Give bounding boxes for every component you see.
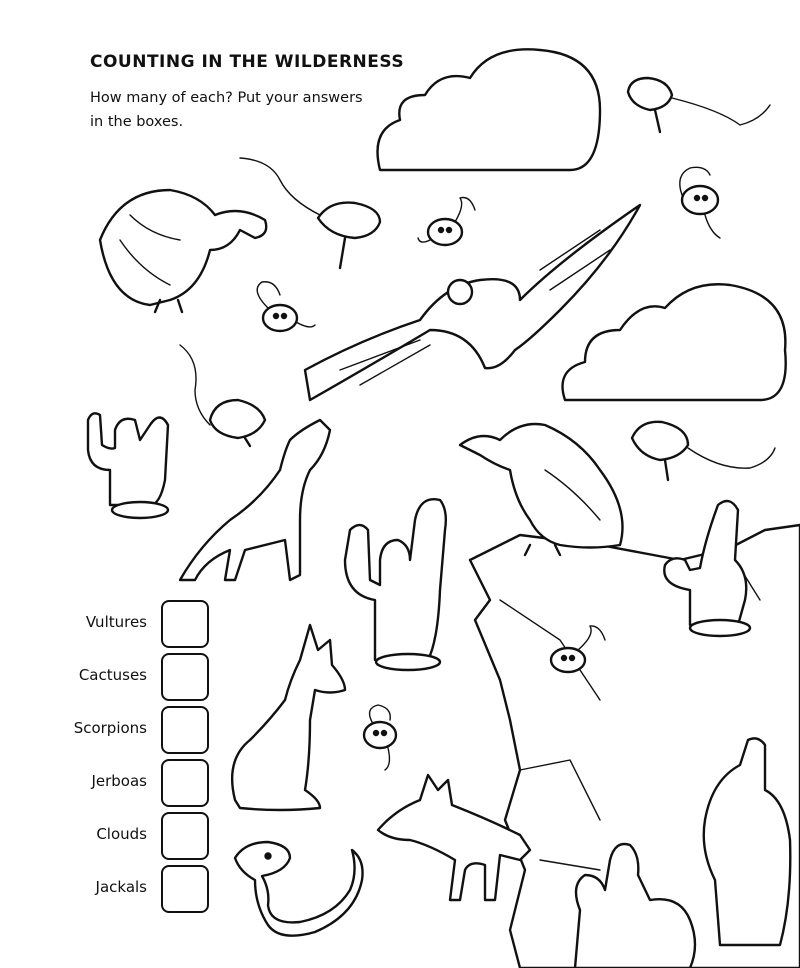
answer-label: Clouds (96, 825, 147, 843)
answer-box-jackals[interactable] (161, 865, 209, 913)
answer-label: Cactuses (78, 666, 147, 684)
cloud-icon (378, 49, 601, 170)
answer-row-scorpions (40, 706, 215, 754)
jerboa-icon (240, 158, 380, 268)
answer-label: Jerboas (91, 772, 147, 790)
answer-row-cactuses (40, 653, 215, 701)
jackal-icon (180, 420, 330, 580)
snake-icon (235, 842, 363, 936)
page-title: COUNTING IN THE WILDERNESS (90, 52, 405, 72)
vulture-icon (100, 190, 266, 312)
answer-row-jerboas (40, 759, 215, 807)
instructions-line-1: How many of each? Put your answers (90, 90, 363, 106)
answer-row-jackals (40, 865, 215, 913)
instructions-line-2: in the boxes. (90, 114, 184, 130)
jerboa-icon (632, 422, 775, 480)
scorpion-icon (418, 198, 475, 246)
jackal-icon (378, 775, 530, 900)
jerboa-icon (180, 345, 265, 446)
scorpion-icon (680, 167, 720, 238)
jackal-icon (232, 625, 345, 810)
cactus-icon (88, 413, 168, 518)
answer-label: Vultures (85, 613, 147, 631)
scorpion-icon (364, 705, 396, 770)
answer-label: Jackals (95, 878, 147, 896)
vulture-icon (460, 424, 623, 555)
answer-box-cactuses[interactable] (161, 653, 209, 701)
answer-box-jerboas[interactable] (161, 759, 209, 807)
answer-box-scorpions[interactable] (161, 706, 209, 754)
scorpion-icon (257, 282, 315, 331)
cloud-icon (563, 284, 786, 400)
answer-row-clouds (40, 812, 215, 860)
jerboa-icon (628, 78, 770, 132)
answer-box-clouds[interactable] (161, 812, 209, 860)
answer-box-vultures[interactable] (161, 600, 209, 648)
cactus-icon (345, 499, 446, 670)
answer-label: Scorpions (73, 719, 147, 737)
answer-row-vultures (40, 600, 215, 648)
